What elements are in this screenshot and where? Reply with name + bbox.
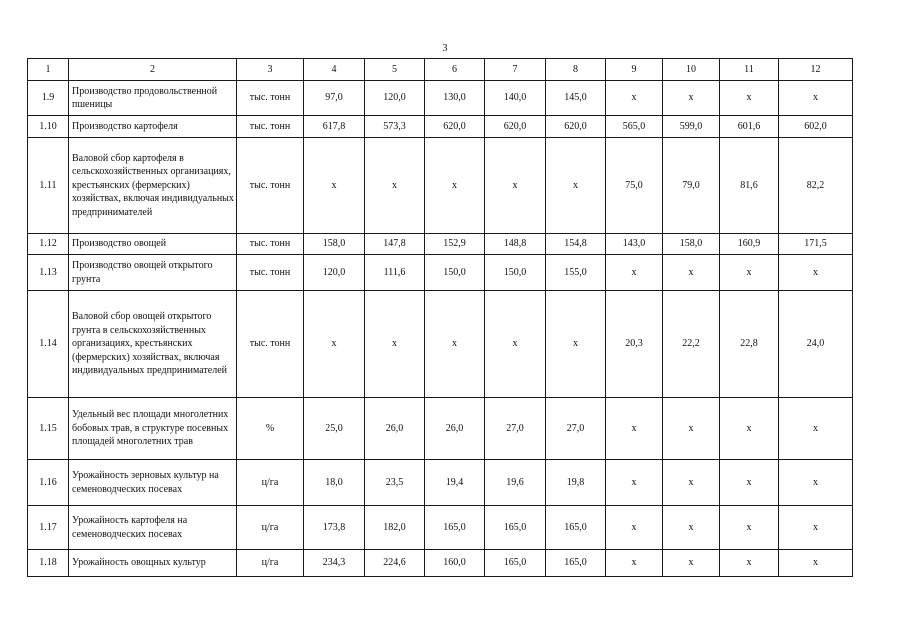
value-cell: 150,0 xyxy=(425,255,485,291)
value-cell: 165,0 xyxy=(546,550,606,577)
value-cell: 120,0 xyxy=(365,81,425,116)
value-cell: х xyxy=(663,460,720,506)
value-cell: 620,0 xyxy=(546,116,606,138)
unit-cell: ц/га xyxy=(237,550,304,577)
value-cell: 158,0 xyxy=(304,234,365,255)
value-cell: 620,0 xyxy=(425,116,485,138)
value-cell: х xyxy=(720,460,779,506)
value-cell: 565,0 xyxy=(606,116,663,138)
indicator-name-cell: Удельный вес площади многолетних бобовых трав, в структуре посевных площадей многолетних трав xyxy=(69,398,237,460)
value-cell: 22,8 xyxy=(720,291,779,398)
table-row xyxy=(28,138,853,234)
header-row xyxy=(28,59,853,81)
value-cell: 182,0 xyxy=(365,506,425,550)
indicator-name-cell: Валовой сбор овощей открытого грунта в сельскохозяйственных организациях, крестьянских (фермерских) хозяйствах, включая индивидуальных предпринимателей xyxy=(69,291,237,398)
indicator-name-cell: Урожайность овощных культур xyxy=(69,550,237,577)
unit-cell: тыс. тонн xyxy=(237,116,304,138)
value-cell: х xyxy=(720,506,779,550)
value-cell: 26,0 xyxy=(425,398,485,460)
value-cell: 171,5 xyxy=(779,234,853,255)
value-cell: х xyxy=(663,550,720,577)
unit-cell: ц/га xyxy=(237,506,304,550)
row-code-cell: 1.16 xyxy=(28,460,69,506)
value-cell: 27,0 xyxy=(546,398,606,460)
value-cell: 22,2 xyxy=(663,291,720,398)
indicator-name-cell: Производство овощей xyxy=(69,234,237,255)
value-cell: 148,8 xyxy=(485,234,546,255)
value-cell: х xyxy=(606,506,663,550)
column-header: 4 xyxy=(304,59,365,81)
value-cell: х xyxy=(546,138,606,234)
table-row xyxy=(28,234,853,255)
value-cell: 27,0 xyxy=(485,398,546,460)
row-code-cell: 1.12 xyxy=(28,234,69,255)
value-cell: 165,0 xyxy=(425,506,485,550)
unit-cell: тыс. тонн xyxy=(237,234,304,255)
value-cell: х xyxy=(425,291,485,398)
column-header: 5 xyxy=(365,59,425,81)
value-cell: 111,6 xyxy=(365,255,425,291)
value-cell: х xyxy=(663,398,720,460)
value-cell: 97,0 xyxy=(304,81,365,116)
value-cell: 154,8 xyxy=(546,234,606,255)
row-code-cell: 1.11 xyxy=(28,138,69,234)
indicator-name-cell: Урожайность картофеля на семеноводческих посевах xyxy=(69,506,237,550)
value-cell: 620,0 xyxy=(485,116,546,138)
table-row xyxy=(28,460,853,506)
value-cell: 165,0 xyxy=(485,550,546,577)
unit-cell: % xyxy=(237,398,304,460)
value-cell: х xyxy=(365,291,425,398)
value-cell: х xyxy=(304,291,365,398)
value-cell: 617,8 xyxy=(304,116,365,138)
value-cell: х xyxy=(779,255,853,291)
value-cell: 120,0 xyxy=(304,255,365,291)
value-cell: 602,0 xyxy=(779,116,853,138)
value-cell: х xyxy=(779,506,853,550)
value-cell: х xyxy=(663,506,720,550)
value-cell: 165,0 xyxy=(546,506,606,550)
value-cell: 23,5 xyxy=(365,460,425,506)
value-cell: 19,6 xyxy=(485,460,546,506)
column-header: 9 xyxy=(606,59,663,81)
value-cell: 82,2 xyxy=(779,138,853,234)
value-cell: 160,9 xyxy=(720,234,779,255)
value-cell: 224,6 xyxy=(365,550,425,577)
value-cell: 19,8 xyxy=(546,460,606,506)
unit-cell: тыс. тонн xyxy=(237,255,304,291)
value-cell: 145,0 xyxy=(546,81,606,116)
indicator-name-cell: Производство овощей открытого грунта xyxy=(69,255,237,291)
unit-cell: ц/га xyxy=(237,460,304,506)
value-cell: 173,8 xyxy=(304,506,365,550)
table-row xyxy=(28,550,853,577)
value-cell: х xyxy=(779,460,853,506)
indicators-table xyxy=(27,58,853,577)
table-row xyxy=(28,398,853,460)
value-cell: 20,3 xyxy=(606,291,663,398)
value-cell: х xyxy=(606,550,663,577)
value-cell: х xyxy=(485,291,546,398)
table-row xyxy=(28,116,853,138)
value-cell: 155,0 xyxy=(546,255,606,291)
value-cell: 25,0 xyxy=(304,398,365,460)
table-row xyxy=(28,291,853,398)
value-cell: 143,0 xyxy=(606,234,663,255)
table-row xyxy=(28,81,853,116)
table-row xyxy=(28,506,853,550)
value-cell: 130,0 xyxy=(425,81,485,116)
row-code-cell: 1.14 xyxy=(28,291,69,398)
row-code-cell: 1.17 xyxy=(28,506,69,550)
value-cell: х xyxy=(720,550,779,577)
column-header: 8 xyxy=(546,59,606,81)
value-cell: 165,0 xyxy=(485,506,546,550)
value-cell: 601,6 xyxy=(720,116,779,138)
value-cell: х xyxy=(606,460,663,506)
value-cell: 79,0 xyxy=(663,138,720,234)
table-body xyxy=(28,81,853,577)
value-cell: 24,0 xyxy=(779,291,853,398)
page-number: 3 xyxy=(442,43,448,54)
value-cell: 152,9 xyxy=(425,234,485,255)
value-cell: х xyxy=(779,550,853,577)
indicator-name-cell: Валовой сбор картофеля в сельскохозяйственных организациях, крестьянских (фермерских) хозяйствах, включая индивидуальных предпринимателей xyxy=(69,138,237,234)
value-cell: 599,0 xyxy=(663,116,720,138)
indicator-name-cell: Урожайность зерновых культур на семеноводческих посевах xyxy=(69,460,237,506)
value-cell: х xyxy=(365,138,425,234)
column-header: 1 xyxy=(28,59,69,81)
column-header: 11 xyxy=(720,59,779,81)
value-cell: х xyxy=(425,138,485,234)
value-cell: х xyxy=(485,138,546,234)
column-header: 2 xyxy=(69,59,237,81)
value-cell: х xyxy=(720,81,779,116)
value-cell: х xyxy=(663,255,720,291)
value-cell: х xyxy=(546,291,606,398)
column-header: 10 xyxy=(663,59,720,81)
value-cell: 18,0 xyxy=(304,460,365,506)
unit-cell: тыс. тонн xyxy=(237,138,304,234)
value-cell: 19,4 xyxy=(425,460,485,506)
value-cell: 147,8 xyxy=(365,234,425,255)
row-code-cell: 1.18 xyxy=(28,550,69,577)
value-cell: х xyxy=(779,81,853,116)
indicator-name-cell: Производство картофеля xyxy=(69,116,237,138)
value-cell: 158,0 xyxy=(663,234,720,255)
value-cell: х xyxy=(720,255,779,291)
value-cell: 140,0 xyxy=(485,81,546,116)
column-header: 12 xyxy=(779,59,853,81)
value-cell: х xyxy=(606,255,663,291)
row-code-cell: 1.13 xyxy=(28,255,69,291)
value-cell: х xyxy=(779,398,853,460)
value-cell: х xyxy=(304,138,365,234)
row-code-cell: 1.15 xyxy=(28,398,69,460)
column-header: 3 xyxy=(237,59,304,81)
value-cell: 160,0 xyxy=(425,550,485,577)
value-cell: 573,3 xyxy=(365,116,425,138)
row-code-cell: 1.10 xyxy=(28,116,69,138)
value-cell: х xyxy=(663,81,720,116)
row-code-cell: 1.9 xyxy=(28,81,69,116)
value-cell: 234,3 xyxy=(304,550,365,577)
value-cell: 26,0 xyxy=(365,398,425,460)
value-cell: х xyxy=(720,398,779,460)
indicator-name-cell: Производство продовольственной пшеницы xyxy=(69,81,237,116)
value-cell: х xyxy=(606,81,663,116)
value-cell: 75,0 xyxy=(606,138,663,234)
value-cell: 81,6 xyxy=(720,138,779,234)
unit-cell: тыс. тонн xyxy=(237,291,304,398)
table-row xyxy=(28,255,853,291)
column-header: 7 xyxy=(485,59,546,81)
unit-cell: тыс. тонн xyxy=(237,81,304,116)
value-cell: 150,0 xyxy=(485,255,546,291)
column-header: 6 xyxy=(425,59,485,81)
value-cell: х xyxy=(606,398,663,460)
